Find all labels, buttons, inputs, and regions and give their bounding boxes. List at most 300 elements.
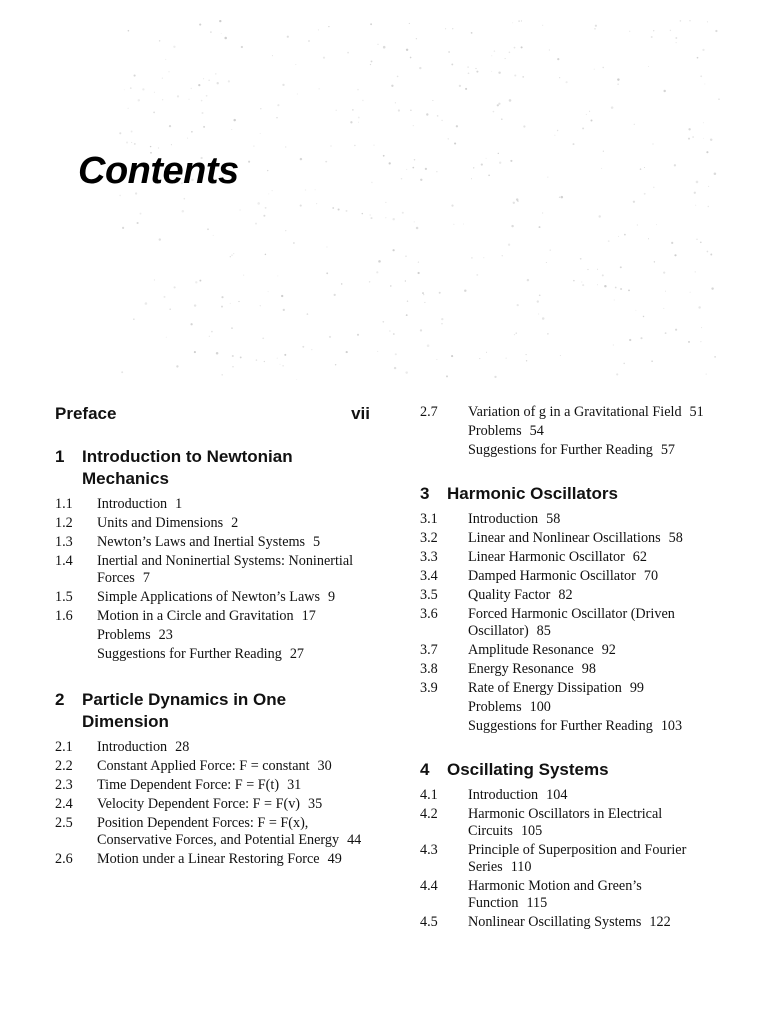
- speckle-dot: [296, 379, 297, 380]
- speckle-dot: [253, 146, 254, 147]
- speckle-dot: [358, 117, 360, 119]
- speckle-dot: [512, 22, 513, 23]
- section-title-text: Nonlinear Oscillating Systems: [468, 914, 642, 930]
- section-page: 92: [601, 642, 616, 658]
- speckle-dot: [335, 364, 336, 365]
- section-title-text: Units and Dimensions: [97, 515, 224, 531]
- section-title-text: Rate of Energy Dissipation: [468, 680, 622, 696]
- section-title: [468, 530, 720, 547]
- speckle-dot: [663, 308, 664, 309]
- speckle-dot: [547, 333, 548, 334]
- speckle-dot: [405, 371, 407, 373]
- speckle-dot: [300, 205, 302, 207]
- speckle-dot: [446, 375, 448, 377]
- speckle-dot: [617, 78, 619, 80]
- section-title: [468, 878, 720, 912]
- speckle-dot: [416, 227, 419, 230]
- speckle-dot: [219, 20, 221, 22]
- speckle-dot: [498, 71, 500, 73]
- speckle-dot: [362, 213, 363, 214]
- speckle-dot: [182, 210, 184, 212]
- speckle-dot: [656, 224, 657, 225]
- speckle-dot: [194, 351, 196, 353]
- section-title: [468, 842, 720, 876]
- speckle-dot: [315, 189, 316, 190]
- speckle-dot: [580, 258, 582, 260]
- scan-speckle: [80, 20, 720, 390]
- speckle-dot: [383, 155, 385, 157]
- speckle-dot: [711, 287, 713, 289]
- speckle-dot: [338, 208, 340, 210]
- speckle-dot: [357, 89, 359, 91]
- section-title-text: Simple Applications of Newton’s Laws: [97, 589, 321, 605]
- section-title: [468, 806, 720, 840]
- speckle-dot: [708, 206, 709, 207]
- section-number: 3.7: [420, 642, 438, 658]
- speckle-dot: [410, 57, 412, 59]
- speckle-dot: [671, 242, 673, 244]
- section-title-text: Introduction: [468, 511, 539, 527]
- chapter-heading: [420, 759, 720, 781]
- speckle-dot: [703, 138, 704, 139]
- speckle-dot: [510, 160, 512, 162]
- speckle-dot: [276, 117, 277, 118]
- speckle-dot: [293, 242, 295, 244]
- speckle-dot: [191, 88, 192, 89]
- speckle-dot: [169, 308, 170, 309]
- speckle-dot: [210, 31, 212, 33]
- speckle-dot: [441, 120, 442, 121]
- speckle-dot: [688, 138, 690, 140]
- speckle-dot: [268, 291, 269, 292]
- speckle-dot: [389, 330, 391, 332]
- speckle-dot: [702, 49, 704, 51]
- section-title-text: Position Dependent Forces: F = F(x), Conservative Forces, and Potential Energy: [97, 815, 340, 848]
- speckle-dot: [517, 304, 519, 306]
- speckle-dot: [256, 359, 257, 360]
- speckle-dot: [142, 88, 144, 90]
- section-title: [97, 815, 370, 849]
- speckle-dot: [243, 275, 244, 276]
- speckle-dot: [201, 100, 203, 102]
- speckle-dot: [454, 142, 456, 144]
- section-title-text: Motion in a Circle and Gravitation: [97, 608, 294, 624]
- speckle-dot: [257, 202, 260, 205]
- speckle-dot: [131, 131, 133, 133]
- section-number: 4.4: [420, 878, 438, 894]
- speckle-dot: [476, 71, 478, 73]
- speckle-dot: [676, 42, 677, 43]
- toc-entry: [55, 758, 370, 775]
- speckle-dot: [307, 313, 309, 315]
- speckle-dot: [473, 167, 474, 168]
- toc-right-column: [420, 404, 720, 955]
- speckle-dot: [688, 341, 690, 343]
- right-chapter-list: [420, 483, 720, 931]
- section-title-text: Harmonic Motion and Green’s Function: [468, 878, 642, 911]
- section-page: 30: [317, 758, 332, 774]
- speckle-dot: [557, 130, 558, 131]
- speckle-dot: [542, 25, 543, 26]
- speckle-dot: [465, 88, 467, 90]
- section-title: [468, 661, 720, 678]
- speckle-dot: [231, 129, 232, 130]
- section-title-text: Linear Harmonic Oscillator: [468, 549, 625, 565]
- speckle-dot: [471, 257, 473, 259]
- section-title: [97, 758, 370, 775]
- section-page: 57: [660, 442, 675, 458]
- speckle-dot: [347, 52, 349, 54]
- speckle-dot: [405, 255, 407, 257]
- speckle-dot: [350, 121, 352, 123]
- speckle-dot: [589, 111, 590, 112]
- speckle-dot: [582, 127, 584, 129]
- chapter-title: Harmonic Oscillators: [447, 484, 619, 503]
- speckle-dot: [410, 109, 412, 111]
- speckle-dot: [597, 269, 598, 270]
- speckle-dot: [334, 294, 336, 296]
- speckle-dot: [374, 145, 375, 146]
- section-page: 31: [287, 777, 302, 793]
- speckle-dot: [521, 20, 522, 21]
- section-title: [468, 423, 720, 440]
- speckle-dot: [644, 167, 645, 168]
- section-page: 62: [632, 549, 647, 565]
- speckle-dot: [162, 78, 163, 79]
- speckle-dot: [422, 292, 424, 294]
- speckle-dot: [230, 256, 231, 257]
- section-number: 4.5: [420, 914, 438, 930]
- section-title: [97, 796, 370, 813]
- section-number: 3.9: [420, 680, 438, 696]
- speckle-dot: [316, 203, 317, 204]
- speckle-dot: [441, 318, 443, 320]
- toc-entry: [55, 534, 370, 551]
- speckle-dot: [154, 279, 155, 280]
- speckle-dot: [217, 82, 219, 84]
- speckle-dot: [499, 162, 501, 164]
- section-title: [97, 777, 370, 794]
- speckle-dot: [371, 217, 373, 219]
- speckle-dot: [511, 225, 513, 227]
- speckle-dot: [295, 64, 296, 65]
- speckle-dot: [694, 192, 696, 194]
- speckle-dot: [240, 356, 242, 358]
- chapter-title: Introduction to Newtonian Mechanics: [82, 447, 293, 488]
- speckle-dot: [695, 205, 696, 206]
- speckle-dot: [159, 40, 160, 41]
- speckle-dot: [573, 280, 575, 282]
- speckle-dot: [397, 76, 399, 78]
- speckle-dot: [412, 167, 414, 169]
- speckle-dot: [248, 161, 250, 163]
- toc-entry: [420, 568, 720, 585]
- speckle-dot: [267, 170, 268, 171]
- toc-entry: [420, 842, 720, 876]
- toc-entry: [420, 878, 720, 912]
- speckle-dot: [538, 314, 539, 315]
- speckle-dot: [221, 296, 223, 298]
- section-title: [468, 642, 720, 659]
- speckle-dot: [467, 66, 468, 67]
- speckle-dot: [213, 235, 214, 236]
- speckle-dot: [644, 193, 646, 195]
- speckle-dot: [272, 190, 273, 191]
- speckle-dot: [624, 234, 626, 236]
- speckle-dot: [228, 80, 230, 82]
- speckle-dot: [215, 73, 216, 74]
- section-title-text: Variation of g in a Gravitational Field: [468, 404, 682, 420]
- speckle-dot: [282, 365, 284, 367]
- speckle-dot: [272, 55, 273, 56]
- speckle-dot: [451, 63, 453, 65]
- speckle-dot: [385, 217, 386, 218]
- speckle-dot: [476, 274, 478, 276]
- speckle-dot: [602, 274, 604, 276]
- section-title-text: Inertial and Noninertial Systems: Noninertial Forces: [97, 553, 354, 586]
- speckle-dot: [318, 29, 319, 30]
- speckle-dot: [494, 50, 496, 52]
- speckle-dot: [277, 358, 278, 359]
- speckle-dot: [221, 374, 223, 376]
- section-page: 110: [510, 859, 532, 875]
- section-title-text: Damped Harmonic Oscillator: [468, 568, 636, 584]
- speckle-dot: [648, 238, 649, 239]
- section-title: [468, 787, 720, 804]
- section-title: [97, 851, 370, 868]
- speckle-dot: [486, 158, 487, 159]
- speckle-dot: [617, 83, 618, 84]
- speckle-dot: [134, 75, 136, 77]
- speckle-dot: [493, 111, 495, 113]
- speckle-dot: [651, 361, 652, 362]
- speckle-dot: [701, 327, 702, 328]
- speckle-dot: [327, 247, 328, 248]
- section-number: 2.4: [55, 796, 73, 812]
- speckle-dot: [417, 272, 419, 274]
- section-title-text: Suggestions for Further Reading: [468, 442, 653, 458]
- speckle-dot: [618, 236, 619, 237]
- speckle-dot: [130, 87, 132, 89]
- speckle-dot: [620, 288, 622, 290]
- section-page: 103: [660, 718, 683, 734]
- speckle-dot: [437, 115, 439, 117]
- section-title-text: Energy Resonance: [468, 661, 574, 677]
- speckle-dot: [336, 110, 337, 111]
- speckle-dot: [468, 72, 470, 74]
- speckle-dot: [198, 84, 200, 86]
- speckle-dot: [629, 339, 631, 341]
- speckle-dot: [707, 251, 709, 253]
- speckle-dot: [689, 20, 690, 21]
- speckle-dot: [308, 40, 310, 42]
- speckle-dot: [514, 334, 515, 335]
- speckle-dot: [297, 94, 298, 95]
- section-number: 2.2: [55, 758, 73, 774]
- speckle-dot: [138, 99, 140, 101]
- section-title: [468, 404, 720, 421]
- section-number: 2.7: [420, 404, 438, 420]
- section-page: 100: [529, 699, 551, 715]
- speckle-dot: [561, 196, 564, 199]
- speckle-dot: [623, 363, 625, 365]
- toc-entry: [420, 699, 720, 716]
- speckle-dot: [464, 289, 466, 291]
- speckle-dot: [425, 168, 427, 170]
- speckle-dot: [441, 323, 442, 324]
- speckle-dot: [690, 292, 691, 293]
- toc-entry: [55, 496, 370, 513]
- section-page: 51: [689, 404, 704, 420]
- speckle-dot: [695, 271, 696, 272]
- speckle-dot: [119, 195, 121, 197]
- speckle-dot: [424, 302, 425, 303]
- speckle-dot: [173, 46, 175, 48]
- section-title: [468, 568, 720, 585]
- section-page: 58: [668, 530, 683, 546]
- speckle-dot: [406, 314, 408, 316]
- section-title-text: Problems: [468, 699, 522, 715]
- speckle-dot: [665, 332, 667, 334]
- speckle-dot: [231, 254, 232, 255]
- speckle-dot: [436, 359, 437, 360]
- speckle-dot: [277, 104, 279, 106]
- section-number: 2.5: [55, 815, 73, 831]
- speckle-dot: [602, 67, 603, 68]
- speckle-dot: [162, 99, 163, 100]
- speckle-dot: [370, 64, 371, 65]
- section-number: 1.1: [55, 496, 73, 512]
- speckle-dot: [233, 119, 235, 121]
- section-title-text: Newton’s Laws and Inertial Systems: [97, 534, 306, 550]
- speckle-dot: [416, 38, 417, 39]
- speckle-dot: [706, 151, 708, 153]
- chapter-number: 3: [420, 484, 430, 503]
- speckle-dot: [707, 21, 708, 22]
- speckle-dot: [634, 124, 635, 125]
- speckle-dot: [674, 164, 676, 166]
- section-title-text: Principle of Superposition and Fourier Series: [468, 842, 687, 875]
- toc-entry: [420, 587, 720, 604]
- speckle-dot: [319, 88, 320, 89]
- speckle-dot: [704, 83, 705, 84]
- speckle-dot: [708, 186, 709, 187]
- chapter-heading: [55, 689, 370, 733]
- section-title: [468, 680, 720, 697]
- section-title-text: Amplitude Resonance: [468, 642, 594, 658]
- section-page: 35: [308, 796, 323, 812]
- speckle-dot: [653, 187, 654, 188]
- toc-left-column: [55, 404, 370, 894]
- speckle-dot: [587, 269, 588, 270]
- speckle-dot: [714, 356, 716, 358]
- toc-entry: [55, 777, 370, 794]
- speckle-dot: [522, 76, 524, 78]
- section-page: 104: [546, 787, 568, 803]
- speckle-dot: [394, 367, 396, 369]
- speckle-dot: [406, 49, 408, 51]
- speckle-dot: [134, 143, 136, 145]
- chapter-heading: [420, 483, 720, 505]
- speckle-dot: [491, 55, 492, 56]
- speckle-dot: [199, 280, 201, 282]
- toc-entry: [55, 815, 370, 849]
- speckle-dot: [501, 118, 503, 120]
- speckle-dot: [413, 125, 414, 126]
- section-title-text: Harmonic Oscillators in Electrical Circuits: [468, 806, 663, 839]
- speckle-dot: [390, 285, 391, 286]
- speckle-dot: [187, 138, 188, 139]
- speckle-dot: [615, 287, 617, 289]
- speckle-dot: [633, 201, 635, 203]
- speckle-dot: [331, 146, 332, 147]
- chapter-2: [55, 689, 370, 868]
- section-title-text: Time Dependent Force: F = F(t): [97, 777, 280, 793]
- speckle-dot: [715, 30, 717, 32]
- speckle-dot: [302, 346, 304, 348]
- speckle-dot: [407, 300, 408, 301]
- speckle-dot: [166, 337, 167, 338]
- speckle-dot: [452, 28, 453, 29]
- speckle-dot: [611, 106, 614, 109]
- speckle-dot: [601, 168, 602, 169]
- speckle-dot: [285, 146, 286, 147]
- section-number: 3.1: [420, 511, 438, 527]
- speckle-dot: [595, 25, 597, 27]
- speckle-dot: [352, 109, 353, 110]
- speckle-dot: [255, 223, 257, 225]
- speckle-dot: [537, 300, 539, 302]
- speckle-dot: [369, 281, 371, 283]
- speckle-dot: [697, 57, 699, 59]
- speckle-dot: [165, 59, 166, 60]
- toc-entry: [420, 642, 720, 659]
- speckle-dot: [128, 108, 129, 109]
- speckle-dot: [128, 30, 130, 32]
- speckle-dot: [459, 85, 461, 87]
- speckle-dot: [140, 213, 142, 215]
- section-number: 4.1: [420, 787, 438, 803]
- speckle-dot: [150, 146, 151, 147]
- speckle-dot: [710, 138, 712, 140]
- toc-entry: [420, 549, 720, 566]
- speckle-dot: [456, 125, 458, 127]
- speckle-dot: [285, 230, 286, 231]
- section-title-text: Problems: [97, 627, 151, 643]
- speckle-dot: [282, 84, 284, 86]
- speckle-dot: [341, 283, 343, 285]
- speckle-dot: [663, 272, 665, 274]
- speckle-dot: [550, 249, 551, 250]
- speckle-dot: [332, 207, 334, 209]
- speckle-dot: [521, 46, 523, 48]
- speckle-dot: [211, 331, 213, 333]
- chapter-number: 2: [55, 690, 65, 709]
- section-title: [97, 608, 370, 625]
- speckle-dot: [542, 213, 543, 214]
- speckle-dot: [393, 333, 395, 335]
- preface-label: Preface: [55, 404, 117, 423]
- toc-entry: [420, 404, 720, 421]
- speckle-dot: [498, 103, 500, 105]
- speckle-dot: [586, 114, 587, 115]
- speckle-dot: [124, 89, 125, 90]
- speckle-dot: [700, 75, 702, 77]
- speckle-dot: [494, 376, 496, 378]
- section-number: 3.3: [420, 549, 438, 565]
- section-page: 82: [558, 587, 573, 603]
- speckle-dot: [448, 51, 450, 53]
